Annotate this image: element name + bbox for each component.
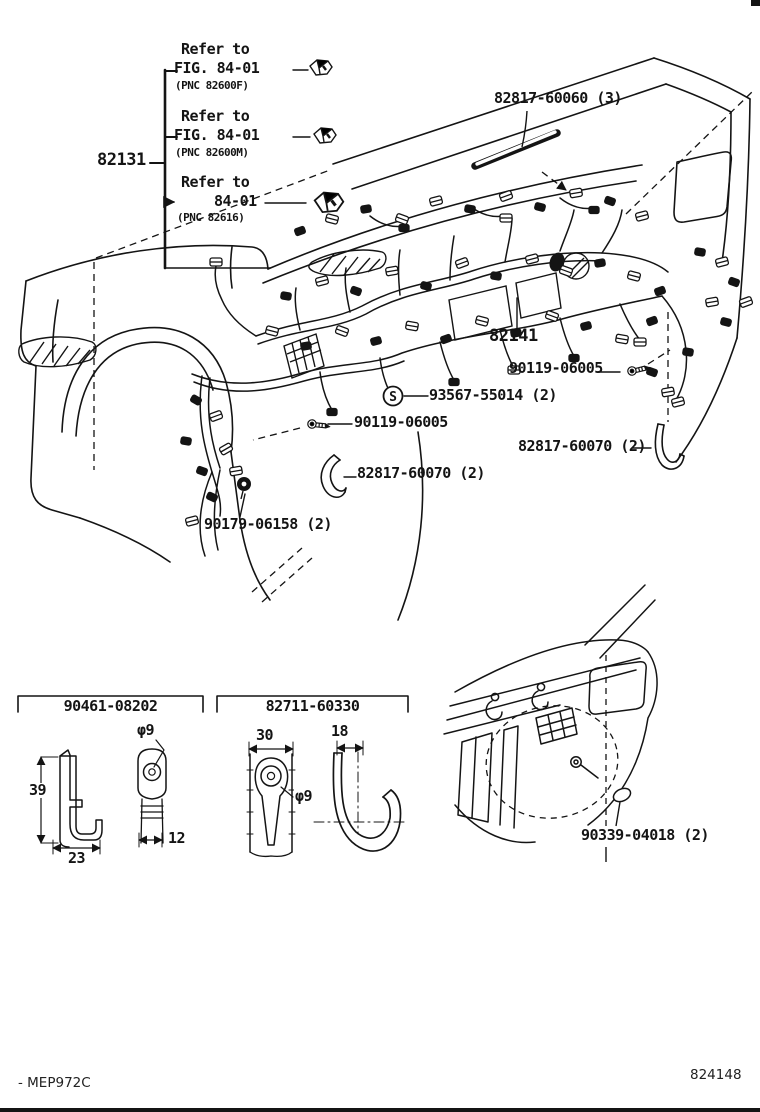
- refer-bracket: [150, 70, 310, 268]
- dimension-12: 12: [168, 829, 186, 847]
- refer-label-m-line1: Refer to: [181, 107, 250, 125]
- screw-icon-left: [307, 419, 330, 432]
- detail-part-number-90461: 90461-08202: [63, 697, 158, 715]
- part-number-82817-60060: 82817-60060 (3): [494, 89, 622, 107]
- hook-icon-left: [321, 455, 346, 497]
- part-number-82817-60070-left: 82817-60070 (2): [357, 464, 485, 482]
- detail-bracket-drawing: [41, 740, 166, 854]
- dimension-phi9-left: φ9: [137, 721, 155, 739]
- clip-icon-82600f: [310, 60, 332, 75]
- refer-label-f-line1: Refer to: [181, 40, 250, 58]
- dimension-18: 18: [331, 722, 349, 740]
- refer-label-j-pnc: (PNC 82616): [177, 211, 245, 224]
- clip-icon-82600m: [314, 128, 336, 143]
- part-number-90119-left: 90119-06005: [354, 413, 448, 431]
- part-number-90119-right: 90119-06005: [509, 359, 603, 377]
- pin-icon-90339: [606, 786, 633, 862]
- refer-label-m-line2: FIG. 84-01: [174, 126, 260, 144]
- callout-leaders: [240, 298, 651, 517]
- footer-page-number: 824148: [690, 1067, 742, 1083]
- svg-text:S: S: [389, 390, 397, 405]
- dimension-23: 23: [68, 849, 86, 867]
- part-number-82131: 82131: [97, 150, 146, 170]
- refer-label-m-pnc: (PNC 82600M): [175, 146, 249, 159]
- s-marker-icon: [384, 387, 403, 406]
- inset-dash-view: [444, 585, 657, 843]
- dimension-phi9-right: φ9: [295, 787, 313, 805]
- detail-part-number-82711: 82711-60330: [265, 697, 360, 715]
- clamp-60060-icon: [475, 111, 557, 166]
- dimension-39: 39: [29, 781, 47, 799]
- part-number-90339: 90339-04018 (2): [581, 826, 709, 844]
- harness-wiring: [192, 198, 687, 556]
- detail-hook-drawing: [247, 741, 404, 856]
- part-number-82141: 82141: [489, 326, 538, 346]
- part-number-82817-60070-right: 82817-60070 (2): [518, 437, 646, 455]
- refer-label-f-line2: FIG. 84-01: [174, 59, 260, 77]
- clip-icon-82616: [315, 193, 344, 213]
- refer-label-j-line1: Refer to: [181, 173, 250, 191]
- hook-icon-right: [655, 424, 684, 469]
- dimension-30: 30: [256, 726, 274, 744]
- footer-figure-code: - MEP972C: [18, 1075, 91, 1091]
- part-number-93567: 93567-55014 (2): [429, 386, 557, 404]
- part-number-90179: 90179-06158 (2): [204, 515, 332, 533]
- refer-label-f-pnc: (PNC 82600F): [175, 79, 249, 92]
- refer-label-j-line2: 84-01: [214, 192, 257, 210]
